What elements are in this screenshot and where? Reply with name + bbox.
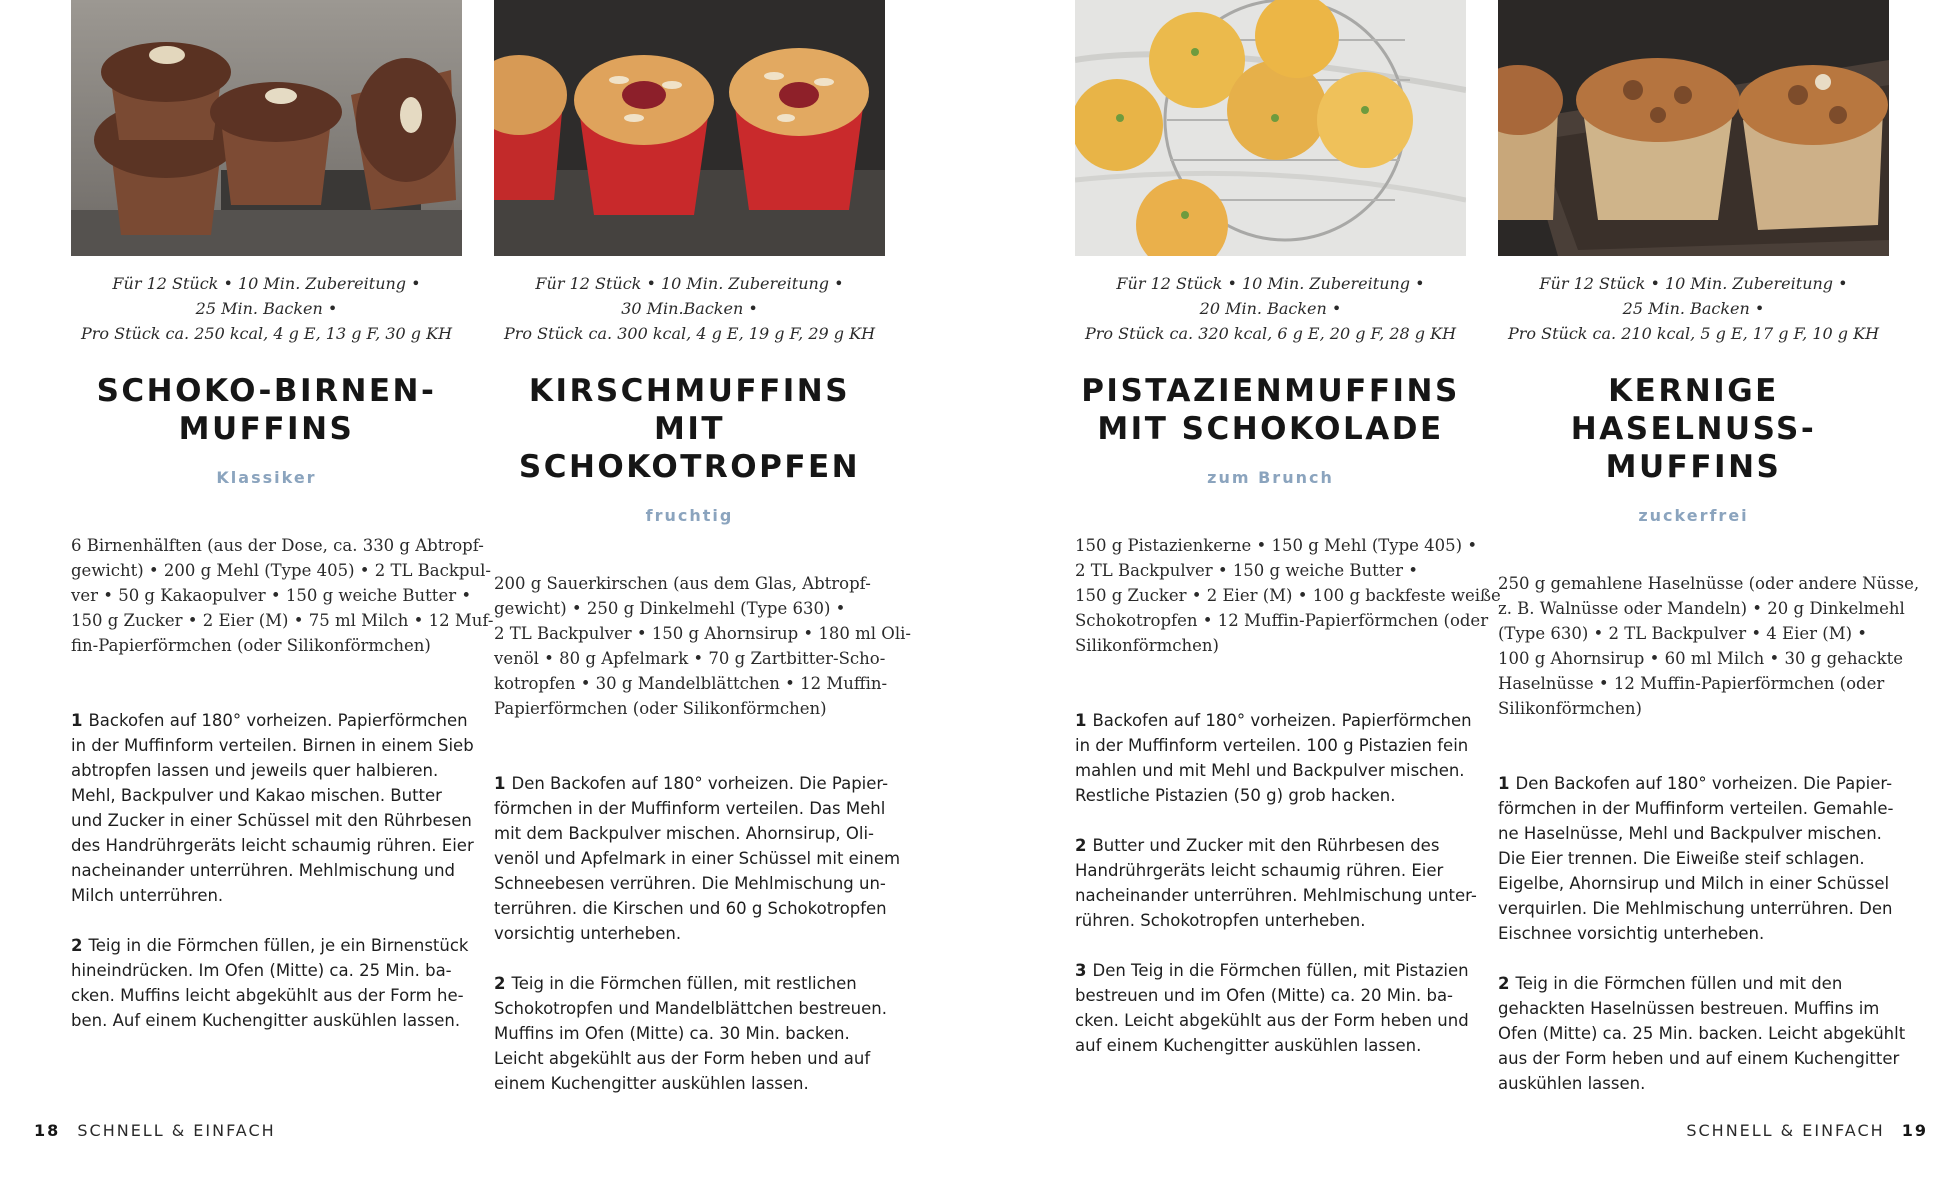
ingredient-line: 2 TL Backpulver • 150 g weiche Butter • (1075, 561, 1419, 580)
ingredient-line: ver • 50 g Kakaopulver • 150 g weiche Butter • (71, 586, 472, 605)
ingredient-line: Haselnüsse • 12 Muffin-Papierförmchen (oder (1498, 674, 1885, 693)
ingredient-line: 150 g Pistazienkerne • 150 g Mehl (Type 405) • (1075, 536, 1478, 555)
step-line: in der Muffinform verteilen. 100 g Pistazien fein (1075, 736, 1469, 755)
page-number: 19 (1901, 1121, 1928, 1140)
step (1075, 833, 1477, 933)
step-line: auskühlen lassen. (1498, 1074, 1646, 1093)
step-line (1075, 958, 1469, 983)
step-text: Backofen auf 180° vorheizen. Papierförmchen (88, 711, 468, 730)
ingredient-list (1498, 571, 1920, 721)
step-line: gehackten Haselnüssen bestreuen. Muffins im (1498, 999, 1880, 1018)
step-number: 2 (1075, 836, 1087, 855)
step-line: aus der Form heben und auf einem Kuchengitter (1498, 1049, 1900, 1068)
recipe-tag: fruchtig (645, 506, 734, 525)
recipe-meta (1498, 271, 1889, 346)
recipe-pistazienmuffins (1075, 0, 1501, 1083)
ingredient-line: venöl • 80 g Apfelmark • 70 g Zartbitter-Scho- (494, 649, 886, 668)
meta-line: Für 12 Stück • 10 Min. Zubereitung • (535, 274, 844, 293)
ingredient-line: 250 g gemahlene Haselnüsse (oder andere Nüsse, (1498, 574, 1920, 593)
ingredient-line: (Type 630) • 2 TL Backpulver • 4 Eier (M) • (1498, 624, 1868, 643)
footer-right (1686, 1121, 1928, 1140)
step-number: 2 (71, 936, 83, 955)
step-line (1498, 971, 1889, 996)
step-number: 1 (71, 711, 83, 730)
step (71, 933, 469, 1033)
ingredient-line: z. B. Walnüsse oder Mandeln) • 20 g Dinkelmehl (1498, 599, 1905, 618)
recipe-photo (1498, 0, 1889, 256)
ingredient-line: Schokotropfen • 12 Muffin-Papierförmchen (oder (1075, 611, 1489, 630)
step-list (494, 771, 901, 1096)
step-line (494, 771, 889, 796)
step-line: des Handrührgeräts leicht schaumig rühren. Eier (71, 836, 474, 855)
recipe-photo (494, 0, 885, 256)
recipe-tag: zum Brunch (1207, 468, 1334, 487)
step-line: vorsichtig unterheben. (494, 924, 682, 943)
ingredient-line: Silikonförmchen) (1075, 636, 1219, 655)
step-line: Milch unterrühren. (71, 886, 224, 905)
step-line: ne Haselnüsse, Mehl und Backpulver mischen. (1498, 824, 1882, 843)
ingredient-line: gewicht) • 250 g Dinkelmehl (Type 630) • (494, 599, 846, 618)
step-text: Den Backofen auf 180° vorheizen. Die Papier- (511, 774, 889, 793)
step-line: nacheinander unterrühren. Mehlmischung unter- (1075, 886, 1477, 905)
step-line: hineindrücken. Im Ofen (Mitte) ca. 25 Min. ba- (71, 961, 452, 980)
recipe-meta (494, 271, 885, 346)
title-line: MIT SCHOKOLADE (1097, 411, 1444, 447)
meta-line: Für 12 Stück • 10 Min. Zubereitung • (1116, 274, 1425, 293)
step-line: Ofen (Mitte) ca. 25 Min. backen. Leicht abgekühlt (1498, 1024, 1906, 1043)
step-text: Teig in die Förmchen füllen, mit restlichen (511, 974, 857, 993)
step-line: förmchen in der Muffinform verteilen. Gemahle- (1498, 799, 1894, 818)
title-line: KERNIGE HASELNUSS- (1570, 373, 1817, 447)
step-line: rühren. Schokotropfen unterheben. (1075, 911, 1366, 930)
recipe-tag: Klassiker (216, 468, 317, 487)
step (71, 708, 474, 908)
step-line: Leicht abgekühlt aus der Form heben und auf (494, 1049, 871, 1068)
meta-line: Pro Stück ca. 250 kcal, 4 g E, 13 g F, 30 g KH (80, 324, 453, 343)
step-line: auf einem Kuchengitter auskühlen lassen. (1075, 1036, 1422, 1055)
meta-line: 25 Min. Backen • (195, 299, 338, 318)
step (494, 971, 885, 1096)
meta-line: Pro Stück ca. 300 kcal, 4 g E, 19 g F, 29 g KH (503, 324, 876, 343)
step-line: Mehl, Backpulver und Kakao mischen. Butter (71, 786, 442, 805)
step-line (71, 933, 469, 958)
step-line: terrühren. die Kirschen und 60 g Schokotropfen (494, 899, 887, 918)
title-line: PISTAZIENMUFFINS (1081, 373, 1460, 409)
ingredient-line: Papierförmchen (oder Silikonförmchen) (494, 699, 827, 718)
step-line: in der Muffinform verteilen. Birnen in einem Sieb (71, 736, 474, 755)
ingredient-line: 150 g Zucker • 2 Eier (M) • 100 g backfeste weiße (1075, 586, 1501, 605)
step-line (1075, 708, 1472, 733)
ingredient-line: Silikonförmchen) (1498, 699, 1642, 718)
recipe-title (1075, 372, 1466, 448)
recipe-title (71, 372, 462, 448)
step-line: Handrührgeräts leicht schaumig rühren. Eier (1075, 861, 1444, 880)
step-line: cken. Muffins leicht abgekühlt aus der Form he- (71, 986, 464, 1005)
recipe-haselnussmuffins (1498, 0, 1920, 1121)
step-text: Butter und Zucker mit den Rührbesen des (1092, 836, 1440, 855)
meta-line: Pro Stück ca. 210 kcal, 5 g E, 17 g F, 10 g KH (1507, 324, 1880, 343)
step-line: Schneebesen verrühren. Die Mehlmischung un- (494, 874, 886, 893)
step-text: Den Teig in die Förmchen füllen, mit Pistazien (1092, 961, 1469, 980)
step-list (71, 708, 474, 1033)
step-line: nacheinander unterrühren. Mehlmischung und (71, 861, 455, 880)
meta-line: 20 Min. Backen • (1199, 299, 1342, 318)
step-line: mit dem Backpulver mischen. Ahornsirup, Oli- (494, 824, 874, 843)
ingredient-line: 6 Birnenhälften (aus der Dose, ca. 330 g Abtropf- (71, 536, 484, 555)
meta-line: 30 Min.Backen • (621, 299, 758, 318)
step-line: förmchen in der Muffinform verteilen. Das Mehl (494, 799, 886, 818)
title-line: SCHOKO-BIRNEN- (96, 373, 437, 409)
recipe-photo (71, 0, 462, 256)
meta-line: 25 Min. Backen • (1622, 299, 1765, 318)
step-line: und Zucker in einer Schüssel mit den Rührbesen (71, 811, 472, 830)
step-list (1498, 771, 1906, 1096)
step-text: Teig in die Förmchen füllen und mit den (1515, 974, 1843, 993)
step-line: Eischnee vorsichtig unterheben. (1498, 924, 1765, 943)
step-line: cken. Leicht abgekühlt aus der Form heben und (1075, 1011, 1469, 1030)
step (1075, 708, 1472, 808)
ingredient-line: gewicht) • 200 g Mehl (Type 405) • 2 TL Backpul- (71, 561, 491, 580)
step-line: ben. Auf einem Kuchengitter auskühlen lassen. (71, 1011, 461, 1030)
step-line: Die Eier trennen. Die Eiweiße steif schlagen. (1498, 849, 1865, 868)
ingredient-line: 200 g Sauerkirschen (aus dem Glas, Abtropf- (494, 574, 871, 593)
step-line: abtropfen lassen und jeweils quer halbieren. (71, 761, 439, 780)
step-line: bestreuen und im Ofen (Mitte) ca. 20 Min. ba- (1075, 986, 1454, 1005)
ingredient-line: 150 g Zucker • 2 Eier (M) • 75 ml Milch • 12 Muf- (71, 611, 494, 630)
ingredient-line: fin-Papierförmchen (oder Silikonförmchen) (71, 636, 431, 655)
page-number: 18 (34, 1121, 61, 1140)
step-text: Teig in die Förmchen füllen, je ein Birnenstück (88, 936, 469, 955)
step (1498, 971, 1906, 1096)
step-number: 1 (494, 774, 506, 793)
step-line (494, 971, 885, 996)
title-line: MUFFINS (1605, 449, 1782, 485)
step-line: verquirlen. Die Mehlmischung unterrühren. Den (1498, 899, 1893, 918)
recipe-meta (71, 271, 462, 346)
recipe-schoko-birnen (71, 0, 494, 1058)
step-number: 2 (494, 974, 506, 993)
ingredient-list (1075, 533, 1501, 658)
section-label: SCHNELL & EINFACH (77, 1121, 276, 1140)
recipe-meta (1075, 271, 1466, 346)
meta-line: Für 12 Stück • 10 Min. Zubereitung • (112, 274, 421, 293)
step-line: Restliche Pistazien (50 g) grob hacken. (1075, 786, 1396, 805)
step-line: Schokotropfen und Mandelblättchen bestreuen. (494, 999, 887, 1018)
step-text: Den Backofen auf 180° vorheizen. Die Papier- (1515, 774, 1893, 793)
recipe-title (1498, 372, 1889, 486)
step-line: mahlen und mit Mehl und Backpulver mischen. (1075, 761, 1465, 780)
footer-left (34, 1121, 276, 1140)
ingredient-list (494, 571, 911, 721)
step-number: 1 (1498, 774, 1510, 793)
step-number: 3 (1075, 961, 1087, 980)
recipe-kirschmuffins (494, 0, 911, 1121)
meta-line: Pro Stück ca. 320 kcal, 6 g E, 20 g F, 28 g KH (1084, 324, 1457, 343)
step (1075, 958, 1469, 1058)
recipe-photo (1075, 0, 1466, 256)
title-line: KIRSCHMUFFINS MIT (528, 373, 851, 447)
ingredient-line: 100 g Ahornsirup • 60 ml Milch • 30 g gehackte (1498, 649, 1903, 668)
step (1498, 771, 1894, 946)
step-line: Eigelbe, Ahornsirup und Milch in einer Schüssel (1498, 874, 1890, 893)
step-number: 2 (1498, 974, 1510, 993)
step-number: 1 (1075, 711, 1087, 730)
step-line (71, 708, 468, 733)
ingredient-line: kotropfen • 30 g Mandelblättchen • 12 Muffin- (494, 674, 888, 693)
meta-line: Für 12 Stück • 10 Min. Zubereitung • (1539, 274, 1848, 293)
section-label: SCHNELL & EINFACH (1686, 1121, 1885, 1140)
title-line: MUFFINS (178, 411, 355, 447)
step-line (1075, 833, 1466, 858)
step-line: venöl und Apfelmark in einer Schüssel mit einem (494, 849, 901, 868)
step-line: Muffins im Ofen (Mitte) ca. 30 Min. backen. (494, 1024, 850, 1043)
step-list (1075, 708, 1477, 1058)
step-line (1498, 771, 1893, 796)
ingredient-list (71, 533, 494, 658)
recipe-title (494, 372, 885, 486)
step-text: Backofen auf 180° vorheizen. Papierförmchen (1092, 711, 1472, 730)
recipe-tag: zuckerfrei (1638, 506, 1749, 525)
step (494, 771, 901, 946)
ingredient-line: 2 TL Backpulver • 150 g Ahornsirup • 180 ml Oli- (494, 624, 911, 643)
title-line: SCHOKOTROPFEN (518, 449, 861, 485)
step-line: einem Kuchengitter auskühlen lassen. (494, 1074, 809, 1093)
